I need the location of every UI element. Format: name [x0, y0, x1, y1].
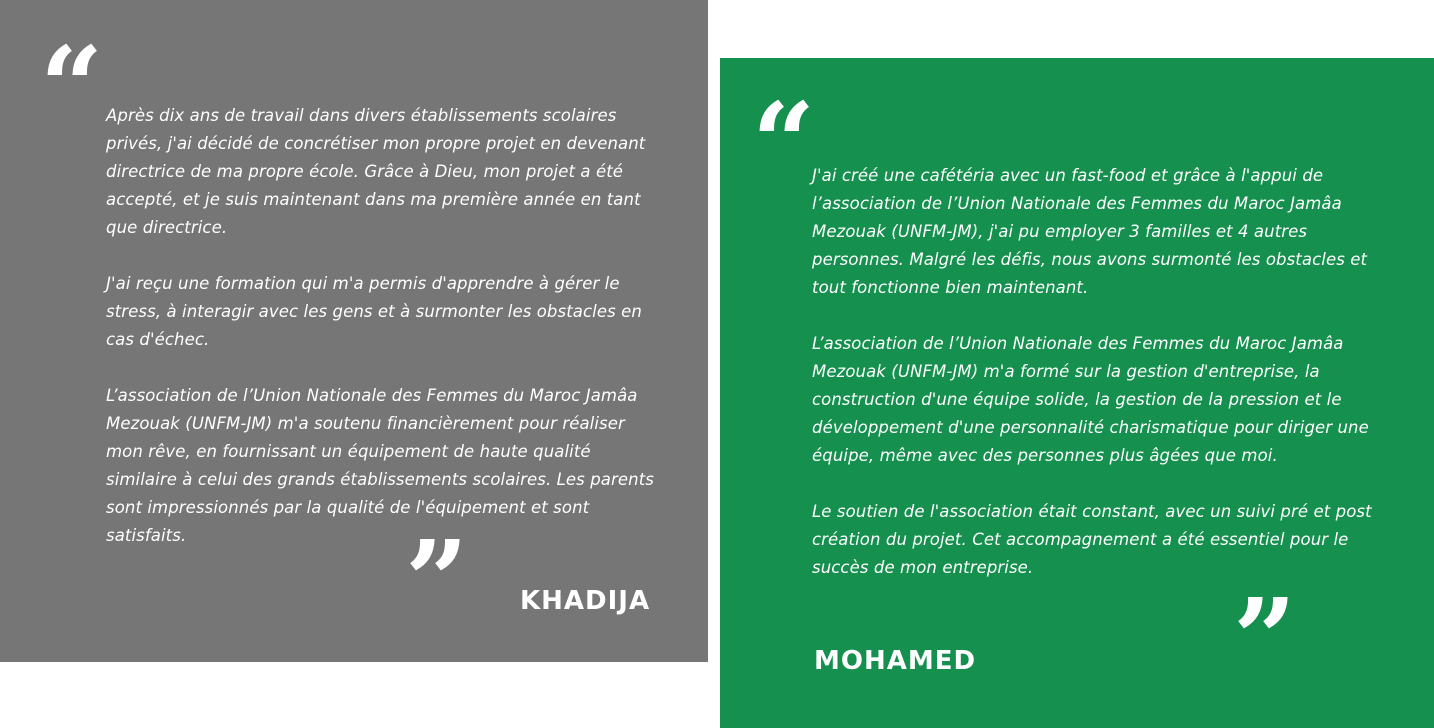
testimonial-author-name: MOHAMED — [814, 646, 977, 676]
testimonial-paragraph: Après dix ans de travail dans divers établissements scolaires privés, j'ai décidé de concrétiser mon propre projet en devenant directrice de ma propre école. Grâce à Dieu, mon projet a été accepté, et je suis maintenant dans ma première année en tant que directrice. — [106, 106, 646, 237]
testimonial-paragraph: J'ai reçu une formation qui m'a permis d'apprendre à gérer le stress, à interagir avec les gens et à surmonter les obstacles en cas d'échec. — [106, 274, 642, 349]
testimonial-text — [812, 162, 1372, 582]
testimonial-card-khadija — [0, 0, 708, 662]
testimonial-paragraph: J'ai créé une cafétéria avec un fast-food et grâce à l'appui de l’association de l’Union Nationale des Femmes du Maroc Jamâa Mezouak (UNFM-JM), j'ai pu employer 3 familles et 4 autres personnes. Malgré les défis, nous avons surmonté les obstacles et tout fonctionne bien maintenant. — [812, 166, 1368, 297]
open-quote-icon: “ — [40, 22, 104, 151]
testimonial-paragraph: L’association de l’Union Nationale des Femmes du Maroc Jamâa Mezouak (UNFM-JM) m'a formé sur la gestion d'entreprise, la construction d'une équipe solide, la gestion de la pression et le développement d'une personnalité charismatique pour diriger une équipe, même avec des personnes plus âgées que moi. — [812, 334, 1369, 465]
testimonial-paragraph: L’association de l’Union Nationale des Femmes du Maroc Jamâa Mezouak (UNFM-JM) m'a soutenu financièrement pour réaliser mon rêve, en fournissant un équipement de haute qualité similaire à celui des grands établissements scolaires. Les parents sont impressionnés par la qualité de l'équipement et sont satisfaits. — [106, 386, 654, 545]
close-quote-icon: ” — [405, 516, 469, 645]
testimonial-card-mohamed — [720, 58, 1434, 728]
open-quote-icon: “ — [752, 78, 816, 207]
testimonial-text — [106, 102, 654, 550]
testimonial-author-name: KHADIJA — [520, 586, 651, 616]
close-quote-icon: ” — [1233, 574, 1297, 703]
testimonial-paragraph: Le soutien de l'association était constant, avec un suivi pré et post création du projet. Cet accompagnement a été essentiel pour le succès de mon entreprise. — [812, 502, 1372, 577]
